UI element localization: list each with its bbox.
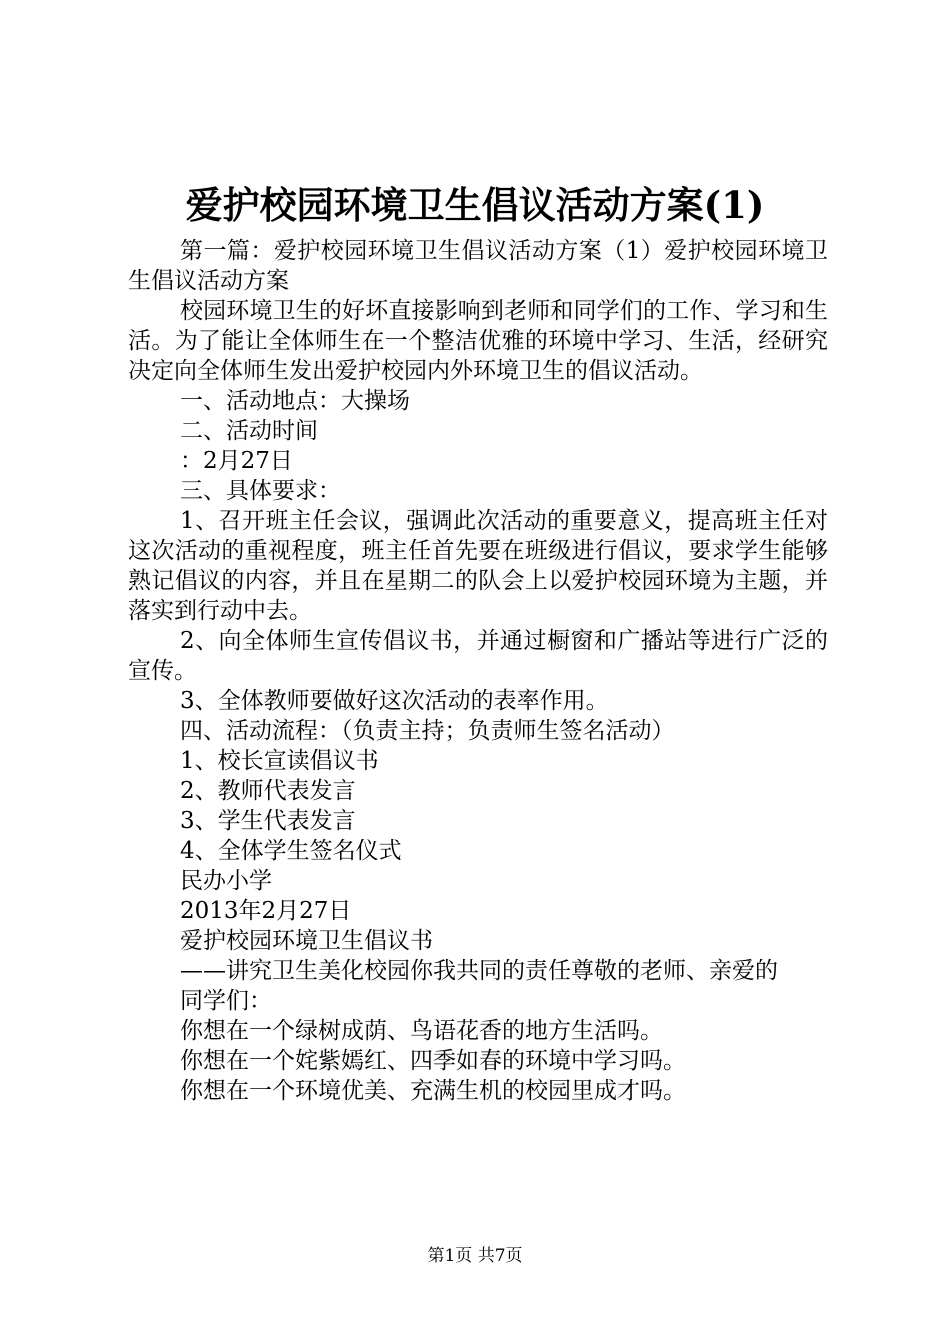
list-item: 2、向全体师生宣传倡议书，并通过橱窗和广播站等进行广泛的宣传。 — [128, 628, 828, 684]
paragraph: ——讲究卫生美化校园你我共同的责任尊敬的老师、亲爱的 — [180, 958, 778, 984]
paragraph: 校园环境卫生的好坏直接影响到老师和同学们的工作、学习和生活。为了能让全体师生在一个整洁优雅的环境中学习、生活，经研究决定向全体师生发出爱护校园内外环境卫生的倡议活动。 — [128, 298, 828, 384]
section-heading: 三、具体要求： — [180, 478, 341, 504]
list-item: 3、全体教师要做好这次活动的表率作用。 — [180, 688, 609, 714]
list-item: 1、召开班主任会议，强调此次活动的重要意义，提高班主任对这次活动的重视程度，班主任首先要在班级进行倡议，要求学生能够熟记倡议的内容，并且在星期二的队会上以爱护校园环境为主题，并落实到行动中去。 — [128, 508, 828, 624]
subsection-title: 爱护校园环境卫生倡议书 — [180, 928, 433, 954]
paragraph: 同学们： — [180, 988, 272, 1014]
section-heading: 一、活动地点：大操场 — [180, 388, 410, 414]
paragraph: 你想在一个姹紫嫣红、四季如春的环境中学习吗。 — [180, 1048, 686, 1074]
list-item: 3、学生代表发言 — [180, 808, 356, 834]
list-item: 2、教师代表发言 — [180, 778, 356, 804]
list-item: 4、全体学生签名仪式 — [180, 838, 402, 864]
paragraph: 第一篇：爱护校园环境卫生倡议活动方案（1）爱护校园环境卫生倡议活动方案 — [128, 238, 828, 294]
signature-date: 2013年2月27日 — [180, 898, 352, 924]
signature-org: 民办小学 — [180, 868, 272, 894]
page-footer: 第1页 共7页 — [427, 1246, 523, 1266]
document-body — [128, 236, 828, 1106]
paragraph: ：2月27日 — [180, 448, 293, 474]
paragraph: 你想在一个绿树成荫、鸟语花香的地方生活吗。 — [180, 1018, 663, 1044]
section-heading: 四、活动流程：（负责主持；负责师生签名活动） — [180, 718, 675, 744]
document-title: 爱护校园环境卫生倡议活动方案(1) — [185, 183, 765, 227]
section-heading: 二、活动时间 — [180, 418, 318, 444]
paragraph: 你想在一个环境优美、充满生机的校园里成才吗。 — [180, 1078, 686, 1104]
list-item: 1、校长宣读倡议书 — [180, 748, 379, 774]
